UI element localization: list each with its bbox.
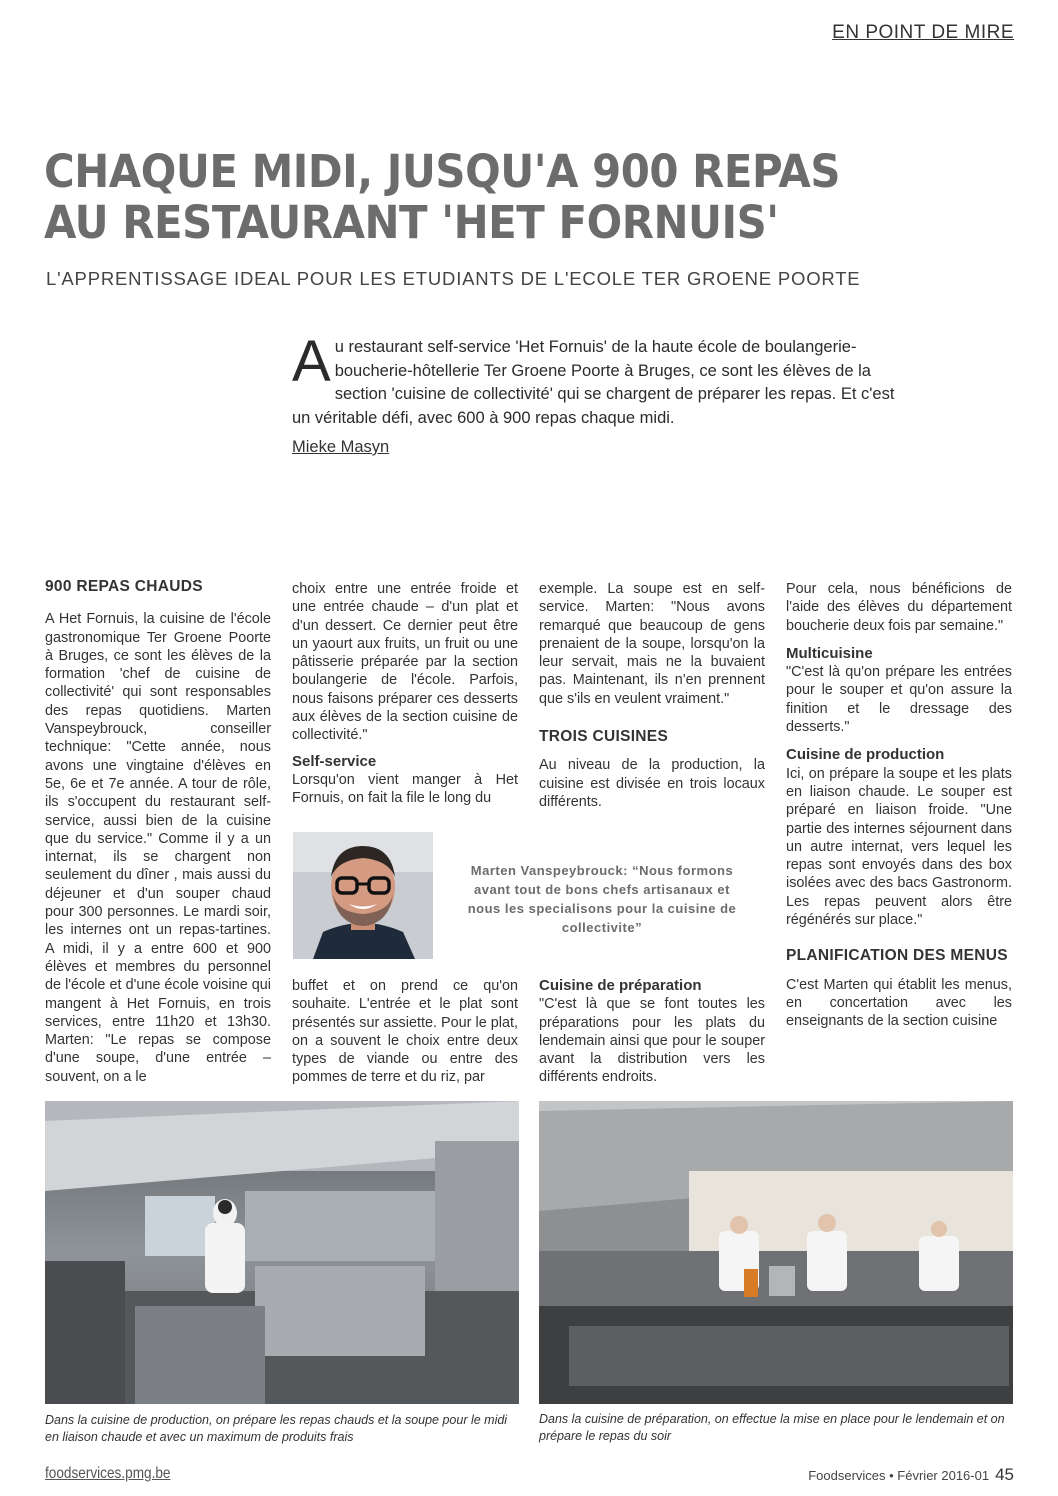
portrait-photo — [293, 832, 433, 959]
col4-text-2: "C'est là qu'on prépare les entrées pour le souper et qu'on assure la finition et le dressage des desserts." — [786, 664, 1012, 736]
headline-line-1: CHAQUE MIDI, JUSQU'A 900 REPAS — [44, 145, 841, 198]
subheading-cuisine-preparation: Cuisine de préparation — [539, 977, 702, 994]
heading-900-repas: 900 REPAS CHAUDS — [45, 578, 203, 595]
section-tag: EN POINT DE MIRE — [832, 22, 1014, 43]
footer-issue — [808, 1465, 1014, 1485]
headline — [44, 146, 881, 248]
lead-paragraph — [292, 329, 912, 430]
subheading-cuisine-production: Cuisine de production — [786, 746, 945, 764]
article-column-2-bottom — [292, 977, 518, 1087]
pull-quote-line-1: Marten Vanspeybrouck: “Nous formons — [470, 863, 734, 878]
col4-text-1: Pour cela, nous bénéficions de l'aide des élèves du département boucherie deux fois par semaine." — [786, 581, 1012, 634]
col3-text-1: exemple. La soupe est en self-service. Marten: "Nous avons remarqué que beaucoup de gens prenaient de la soupe, lorsqu'on la leur servait, mais ne la buvaient pas. Maintenant, ils n'en prennent que s'ils en veulent vraiment." — [539, 581, 765, 707]
col1-text: A Het Fornuis, la cuisine de l'école gastronomique Ter Groene Poorte à Bruges, ce sont les élèves de la formation 'chef de cuisine de collectivité' qui sont responsables des repas quotidiens. Marten Vanspeybrouck, conseiller technique: "Cette année, nous avons une vingtaine d'élèves en 5e, 6e et 7e année. A tour de rôle, ils s'occupent du restaurant self-service, aussi bien de la cuisine que du service." Comme il y a un internat, ils se chargent non seulement du dîner , mais aussi du déjeuner et d'un souper chaud pour 300 personnes. Le mardi soir, les internes ont un repas-tartines. A midi, il y a entre 600 et 900 élèves et membres du personnel de l'école et d'une école voisine qui mangent à Het Fornuis, en trois services, entre 11h20 et 13h30. Marten: "Le repas se compose d'une soupe, d'une entrée – souvent, on a le — [45, 611, 271, 1085]
col2-text-2: Lorsqu'on vient manger à Het Fornuis, on fait la file le long du — [292, 771, 518, 807]
author-byline: Mieke Masyn — [292, 438, 390, 456]
article-column-4 — [786, 580, 1012, 1031]
col4-text-3: Ici, on prépare la soupe et les plats en liaison chaude. Le souper est préparé en liaison froide. "Une partie des internes séjournent dans un autre internat, vers lequel les repas sont envoyés dans des box isolées avec des bacs Gastronorm. Les repas peuvent alors être régénérés sur place." — [786, 765, 1012, 929]
production-kitchen-illustration — [45, 1101, 519, 1404]
col3-text-3: "C'est là que se font toutes les préparations pour les plats du lendemain ainsi que pour le souper avant la distribution vers les différents endroits. — [539, 996, 765, 1086]
caption-photo-1: Dans la cuisine de production, on prépare les repas chauds et la soupe pour le midi en liaison chaude et avec un maximum de produits frais — [45, 1413, 508, 1444]
subtitle: L'APPRENTISSAGE IDEAL POUR LES ETUDIANTS DE L'ECOLE TER GROENE POORTE — [46, 268, 861, 289]
col2-text-3: buffet et on prend ce qu'on souhaite. L'entrée et le plat sont présentés sur assiette. Pour le plat, on a souvent le choix entre deux types de viande ou entre des pommes de terre et du riz, par — [292, 978, 518, 1086]
page-number: 45 — [995, 1465, 1014, 1484]
footer-url[interactable]: foodservices.pmg.be — [45, 1465, 171, 1482]
pull-quote-line-4: collectivite” — [561, 920, 643, 935]
article-column-2-top — [292, 580, 518, 808]
drop-cap: A — [292, 329, 331, 394]
caption-photo-2: Dans la cuisine de préparation, on effectue la mise en place pour le lendemain et on prépare le repas du soir — [539, 1412, 1005, 1443]
footer-issue-label: Foodservices • Février 2016-01 — [808, 1468, 990, 1483]
heading-planification: PLANIFICATION DES MENUS — [786, 947, 1008, 965]
lead-text: u restaurant self-service 'Het Fornuis' de la haute école de boulangerie-boucherie-hôtellerie Ter Groene Poorte à Bruges, ce sont les élèves de la section 'cuisine de collectivité' qui se chargent de préparer les repas. Et c'est un véritable défi, avec 600 à 900 repas chaque midi. — [292, 338, 895, 427]
portrait-illustration — [293, 832, 433, 959]
pull-quote-line-2: avant tout de bons chefs artisanaux et — [474, 882, 730, 897]
photo-production-kitchen — [45, 1101, 519, 1404]
article-column-3-top — [539, 580, 765, 811]
heading-trois-cuisines: TROIS CUISINES — [539, 728, 669, 746]
subheading-self-service: Self-service — [292, 752, 377, 770]
preparation-kitchen-illustration — [539, 1101, 1013, 1404]
col2-text-1: choix entre une entrée froide et une entrée chaude – d'un plat et d'un dessert. Ce dernier peut être un yaourt aux fruits, un fruit ou une pâtisserie préparée par la section boulangerie de l'école. Parfois, nous faisons préparer ces desserts aux élèves de la section cuisine de collectivité." — [292, 581, 518, 744]
headline-line-2: AU RESTAURANT 'HET FORNUIS' — [44, 196, 779, 249]
pull-quote — [437, 861, 767, 937]
subheading-multicuisine: Multicuisine — [786, 644, 873, 662]
article-column-3-bottom — [539, 977, 765, 1087]
photo-preparation-kitchen — [539, 1101, 1013, 1404]
article-column-1 — [45, 578, 271, 1086]
pull-quote-line-3: nous les specialisons pour la cuisine de — [467, 901, 737, 916]
col3-text-2: Au niveau de la production, la cuisine est divisée en trois locaux différents. — [539, 757, 765, 810]
col4-text-4: C'est Marten qui établit les menus, en concertation avec les enseignants de la section cuisine — [786, 976, 1012, 1030]
